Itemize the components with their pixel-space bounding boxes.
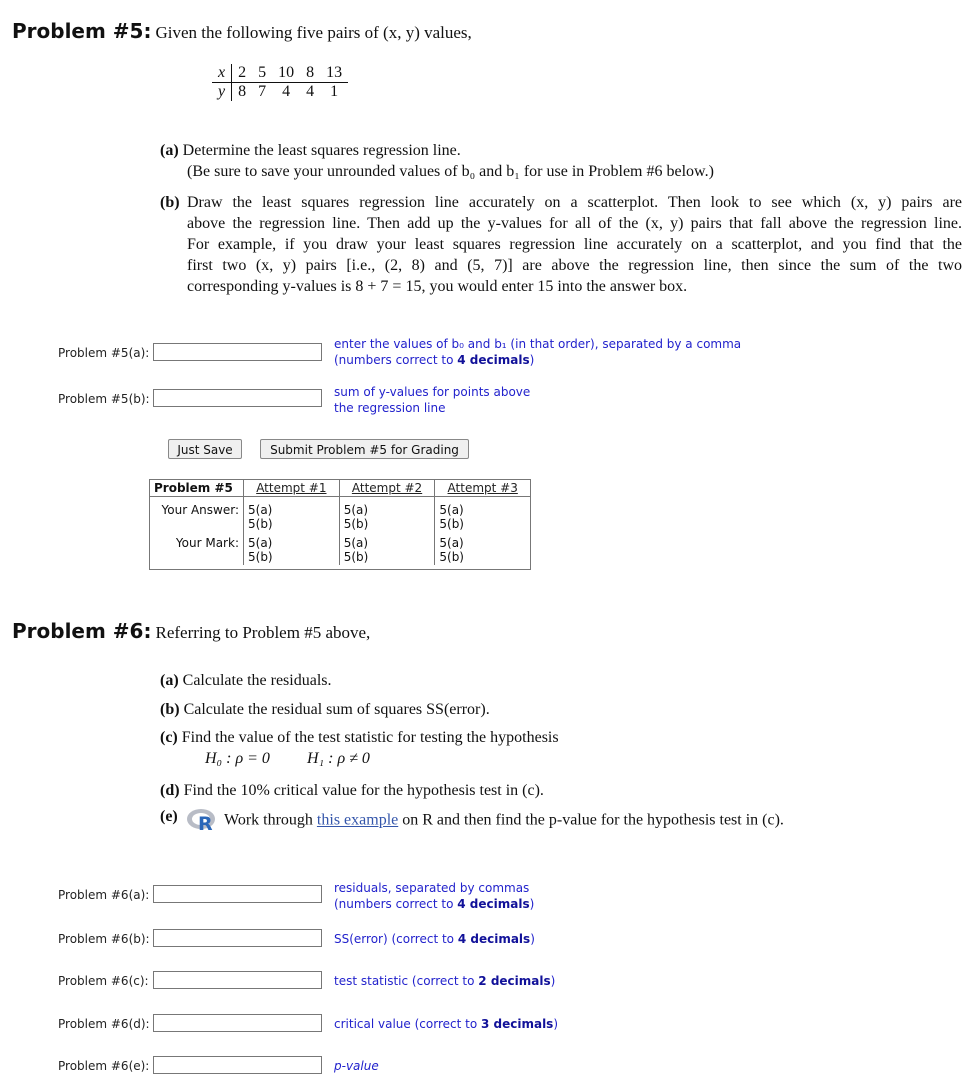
just-save-button[interactable]: Just Save [168, 439, 242, 459]
problem-6b-text: (b) Calculate the residual sum of squares SS(error). [160, 701, 490, 718]
x-value: 13 [320, 64, 348, 83]
answer-label-5b: Problem #5(b): [58, 392, 150, 406]
problem-5-intro: Given the following five pairs of (x, y) values, [155, 23, 472, 42]
y-value: 4 [306, 83, 315, 100]
x-value: 5 [252, 64, 272, 83]
answer-label-5a: Problem #5(a): [58, 346, 150, 360]
text-line: Draw the least squares regression line accurately on a scatterplot. Then look to see which (x, y) pairs are [187, 194, 962, 211]
answer-hint-6c: test statistic (correct to 2 decimals) [334, 974, 556, 988]
attempt-answer-cell: 5(a) 5(b) [244, 497, 340, 533]
x-header: x [212, 64, 232, 83]
submit-problem-5-button[interactable]: Submit Problem #5 for Grading [260, 439, 469, 459]
y-header: y [212, 83, 232, 102]
text-line: For example, if you draw your least squares regression line accurately on a scatterplot, and you find that the [187, 236, 962, 253]
problem-5a-text: (a) Determine the least squares regression line. [160, 142, 461, 159]
answer-label-6d: Problem #6(d): [58, 1017, 150, 1031]
answer-input-6b[interactable] [153, 929, 322, 947]
x-value: 8 [300, 64, 320, 83]
problem-6-title: Problem #6: Referring to Problem #5 above, [12, 619, 371, 643]
text-line: above the regression line. Then add up the y-values for all of the (x, y) pairs that fall above the regression line. [187, 215, 962, 232]
y-value: 8 [238, 83, 247, 100]
attempts-table [149, 479, 531, 570]
xy-table [212, 64, 348, 101]
answer-input-6c[interactable] [153, 971, 322, 989]
answer-hint-6e: p-value [334, 1059, 379, 1073]
attempt-answer-cell: 5(a) 5(b) [439, 503, 464, 531]
x-row [212, 64, 348, 83]
problem-6-intro: Referring to Problem #5 above, [155, 623, 371, 642]
this-example-link[interactable]: this example [316, 811, 399, 829]
attempt-answer-cell: 5(a) 5(b) [339, 497, 435, 533]
problem-6a-text: (a) Calculate the residuals. [160, 672, 332, 689]
attempt-1-link[interactable]: Attempt #1 [256, 481, 327, 495]
your-mark-label: Your Mark: [150, 532, 244, 565]
svg-text:R: R [198, 813, 213, 834]
hypothesis-h0: H₀ : ρ = 0 [205, 750, 270, 767]
attempt-2-link[interactable]: Attempt #2 [351, 481, 423, 495]
problem-5b-label: (b) [160, 194, 180, 211]
hypothesis-h1: H₁ : ρ ≠ 0 [307, 750, 370, 767]
x-value: 10 [272, 64, 300, 83]
answer-label-6b: Problem #6(b): [58, 932, 150, 946]
answer-hint-5b: sum of y-values for points above the regression line [334, 385, 531, 415]
answer-input-5b[interactable] [153, 389, 322, 407]
answer-hint-6a: residuals, separated by commas (numbers correct to 4 decimals) [334, 881, 535, 911]
x-value: 2 [232, 64, 253, 83]
answer-label-6e: Problem #6(e): [58, 1059, 150, 1073]
problem-6e-text: R Work through this example on R and then find the p-value for the hypothesis test in (c). [186, 808, 784, 834]
answer-hint-5a: enter the values of b₀ and b₁ (in that order), separated by a comma (numbers correct to 4 decimals) [334, 337, 742, 367]
attempts-header: Problem #5 [150, 480, 244, 497]
y-value: 7 [258, 83, 267, 100]
text-line: corresponding y-values is 8 + 7 = 15, you would enter 15 into the answer box. [187, 278, 688, 295]
r-logo-icon [186, 808, 220, 834]
attempt-mark-cell: 5(a) 5(b) [244, 532, 340, 565]
answer-input-6e[interactable] [153, 1056, 322, 1074]
answer-input-6d[interactable] [153, 1014, 322, 1032]
your-answer-label: Your Answer: [150, 497, 244, 533]
answer-label-6a: Problem #6(a): [58, 888, 150, 902]
answer-input-5a[interactable] [153, 343, 322, 361]
problem-6c-text: (c) Find the value of the test statistic for testing the hypothesis [160, 729, 559, 746]
y-value: 1 [330, 83, 339, 100]
answer-hint-6b: SS(error) (correct to 4 decimals) [334, 932, 535, 946]
y-row [212, 83, 348, 102]
problem-5-title: Problem #5: Given the following five pairs of (x, y) values, [12, 19, 472, 43]
attempt-mark-cell: 5(a) 5(b) [439, 536, 464, 564]
problem-6e-label: (e) [160, 808, 178, 825]
answer-label-6c: Problem #6(c): [58, 974, 149, 988]
answer-hint-6d: critical value (correct to 3 decimals) [334, 1017, 559, 1031]
text-line: first two (x, y) pairs [i.e., (2, 8) and (5, 7)] are above the regression line, then since the sum of the two [187, 257, 962, 274]
problem-5b-text [187, 192, 962, 297]
attempt-3-link[interactable]: Attempt #3 [447, 481, 518, 495]
answer-input-6a[interactable] [153, 885, 322, 903]
problem-5a-note: (Be sure to save your unrounded values of b₀ and b₁ for use in Problem #6 below.) [187, 163, 714, 180]
problem-6d-text: (d) Find the 10% critical value for the hypothesis test in (c). [160, 782, 544, 799]
y-value: 4 [282, 83, 291, 100]
attempt-mark-cell: 5(a) 5(b) [339, 532, 435, 565]
